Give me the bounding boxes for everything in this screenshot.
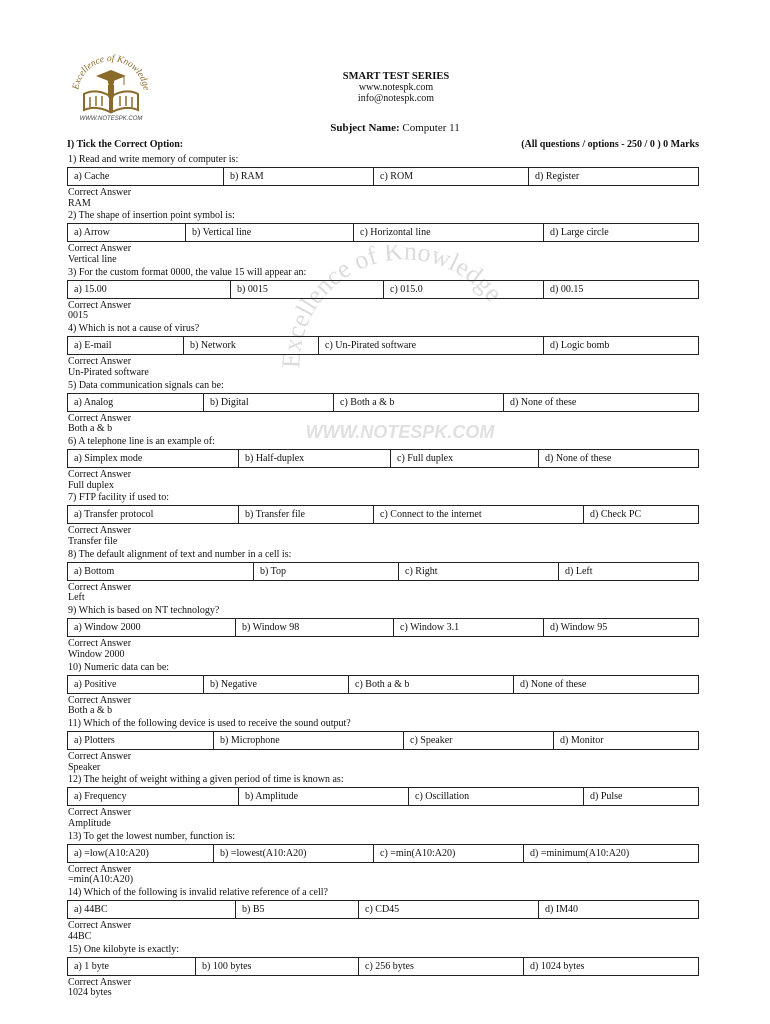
logo-url: WWW.NOTESPK.COM (79, 116, 143, 122)
option-c[interactable]: c) Window 3.1 (393, 619, 543, 636)
question-text: 10) Numeric data can be: (68, 661, 170, 673)
option-c[interactable]: c) Both a & b (333, 394, 503, 411)
option-d[interactable]: d) 1024 bytes (523, 958, 698, 975)
option-c[interactable]: c) 015.0 (383, 281, 543, 298)
option-c[interactable]: c) Oscillation (408, 788, 583, 805)
correct-answer (68, 188, 131, 209)
option-d[interactable]: d) None of these (538, 450, 698, 467)
correct-answer-label: Correct Answer (68, 525, 132, 537)
correct-answer-label: Correct Answer (68, 863, 132, 875)
options-row (67, 787, 699, 806)
question-text: 8) The default alignment of text and number in a cell is: (68, 548, 292, 560)
options-row (67, 731, 699, 750)
correct-answer-value: Un-Pirated software (68, 366, 149, 378)
option-d[interactable]: d) Left (558, 563, 698, 580)
correct-answer-label: Correct Answer (68, 356, 132, 368)
option-b[interactable]: b) Top (253, 563, 398, 580)
option-d[interactable]: d) Pulse (583, 788, 698, 805)
question-text: 2) The shape of insertion point symbol is: (68, 210, 235, 222)
correct-answer-value: Both a & b (68, 423, 113, 435)
option-c[interactable]: c) Full duplex (390, 450, 538, 467)
option-c[interactable]: c) Speaker (403, 732, 553, 749)
option-b[interactable]: b) B5 (235, 901, 358, 918)
option-d[interactable]: d) Monitor (553, 732, 698, 749)
options-row (67, 844, 699, 863)
correct-answer-value: =min(A10:A20) (68, 874, 134, 886)
correct-answer-label: Correct Answer (68, 243, 132, 255)
option-d[interactable]: d) Large circle (543, 224, 698, 241)
question-text: 9) Which is based on NT technology? (68, 605, 220, 617)
question-text: 11) Which of the following device is used to receive the sound output? (68, 718, 351, 729)
correct-answer-label: Correct Answer (68, 920, 132, 932)
correct-answer (68, 865, 133, 886)
option-c[interactable]: c) =min(A10:A20) (373, 845, 523, 862)
option-c[interactable]: c) Right (398, 563, 558, 580)
option-a[interactable]: a) Window 2000 (74, 622, 141, 634)
option-b[interactable]: b) Window 98 (235, 619, 393, 636)
correct-answer-value: Speaker (68, 761, 101, 773)
option-c[interactable]: c) 256 bytes (358, 958, 523, 975)
option-d[interactable]: d) IM40 (538, 901, 698, 918)
option-a[interactable]: a) Simplex mode (74, 453, 143, 464)
options-row (67, 223, 699, 242)
correct-answer-label: Correct Answer (68, 187, 132, 198)
option-c[interactable]: c) Connect to the internet (373, 506, 583, 523)
option-a[interactable]: a) Arrow (74, 227, 110, 239)
options-row (67, 167, 699, 186)
option-c[interactable]: c) CD45 (358, 901, 538, 918)
option-b[interactable]: b) RAM (223, 168, 373, 185)
correct-answer-value: RAM (68, 197, 91, 209)
options-row (67, 562, 699, 581)
option-b[interactable]: b) Network (183, 337, 318, 354)
correct-answer-label: Correct Answer (68, 751, 132, 762)
logo-arc-text: Excellence of Knowledge (71, 53, 151, 92)
options-row (67, 675, 699, 694)
options-row (67, 336, 699, 355)
option-b[interactable]: b) 100 bytes (195, 958, 358, 975)
option-c[interactable]: c) Horizontal line (353, 224, 543, 241)
correct-answer-value: Transfer file (68, 535, 118, 547)
option-b[interactable]: b) 0015 (230, 281, 383, 298)
question-text: 6) A telephone line is an example of: (68, 436, 215, 447)
option-a[interactable]: a) Plotters (74, 735, 115, 746)
option-d[interactable]: d) =minimum(A10:A20) (523, 845, 698, 862)
series-title: SMART TEST SERIES (342, 71, 450, 82)
correct-answer (68, 639, 131, 660)
option-a[interactable]: a) 1 byte (74, 960, 109, 972)
option-a[interactable]: a) =low(A10:A20) (74, 847, 149, 859)
subject-value: Computer 11 (402, 122, 460, 134)
correct-answer (68, 470, 131, 491)
option-b[interactable]: b) Amplitude (238, 788, 408, 805)
option-a[interactable]: a) 44BC (74, 904, 108, 916)
option-d[interactable]: d) 00.15 (543, 281, 698, 298)
question-text: 1) Read and write memory of computer is: (68, 154, 239, 165)
correct-answer (68, 526, 131, 547)
correct-answer (68, 978, 131, 999)
correct-answer-value: 1024 bytes (68, 987, 112, 999)
correct-answer-value: 0015 (68, 310, 88, 322)
question-text: 7) FTP facility if used to: (68, 492, 170, 504)
option-d[interactable]: d) Window 95 (543, 619, 698, 636)
website-text: www.notespk.com (358, 82, 434, 93)
correct-answer-label: Correct Answer (68, 694, 132, 706)
correct-answer-label: Correct Answer (68, 469, 132, 480)
option-c[interactable]: c) Un-Pirated software (318, 337, 543, 354)
subject-label: Subject Name: (330, 122, 400, 134)
correct-answer (68, 583, 131, 604)
email-text: info@notespk.com (357, 93, 435, 104)
options-row (67, 280, 699, 299)
correct-answer-label: Correct Answer (68, 807, 132, 819)
option-d[interactable]: d) None of these (513, 676, 698, 693)
marks-summary: (All questions / options - 250 / 0 ) 0 Marks (521, 139, 699, 150)
option-a[interactable]: a) Transfer protocol (74, 509, 154, 521)
option-d[interactable]: d) Check PC (583, 506, 698, 523)
option-b[interactable]: b) Digital (203, 394, 333, 411)
option-d[interactable]: d) Register (528, 168, 698, 185)
correct-answer-value: Window 2000 (68, 648, 125, 660)
options-row (67, 900, 699, 919)
correct-answer (68, 696, 131, 717)
option-b[interactable]: b) =lowest(A10:A20) (213, 845, 373, 862)
options-row (67, 618, 699, 637)
question-text: 13) To get the lowest number, function is: (68, 830, 236, 842)
option-a[interactable]: a) Bottom (74, 565, 115, 577)
correct-answer-value: Both a & b (68, 705, 113, 717)
question-text: 5) Data communication signals can be: (68, 379, 224, 391)
section-title: I) Tick the Correct Option: (67, 139, 184, 150)
correct-answer-value: Amplitude (68, 817, 111, 829)
correct-answer-value: Vertical line (68, 253, 117, 265)
option-c[interactable]: c) ROM (373, 168, 528, 185)
watermark-url: WWW.NOTESPK.COM (305, 422, 495, 442)
option-a[interactable]: a) Frequency (74, 791, 127, 803)
option-c[interactable]: c) Both a & b (348, 676, 513, 693)
option-a[interactable]: a) Cache (74, 171, 110, 182)
correct-answer-label: Correct Answer (68, 581, 132, 593)
watermark-arc-text: Excellence of Knowledge (276, 245, 509, 369)
correct-answer-value: Left (68, 592, 85, 604)
correct-answer (68, 752, 131, 773)
correct-answer-value: Full duplex (68, 479, 114, 491)
question-text: 3) For the custom format 0000, the value 15 will appear an: (68, 266, 307, 278)
correct-answer-label: Correct Answer (68, 299, 132, 311)
option-a[interactable]: a) Analog (74, 396, 114, 408)
correct-answer-label: Correct Answer (68, 412, 132, 424)
correct-answer (68, 301, 131, 322)
options-row (67, 393, 699, 412)
options-row (67, 449, 699, 468)
correct-answer-label: Correct Answer (68, 976, 132, 988)
correct-answer (68, 357, 149, 378)
options-row (67, 957, 699, 976)
option-b[interactable]: b) Vertical line (185, 224, 353, 241)
option-a[interactable]: a) Positive (74, 678, 117, 690)
option-d[interactable]: d) Logic bomb (543, 337, 698, 354)
option-d[interactable]: d) None of these (503, 394, 698, 411)
correct-answer-value: 44BC (68, 930, 92, 942)
correct-answer-label: Correct Answer (68, 638, 132, 650)
question-text: 4) Which is not a cause of virus? (68, 323, 200, 335)
correct-answer (68, 414, 131, 435)
question-text: 12) The height of weight withing a given period of time is known as: (68, 774, 344, 786)
option-a[interactable]: a) E-mail (74, 340, 112, 352)
question-text: 14) Which of the following is invalid relative reference of a cell? (68, 887, 328, 899)
option-a[interactable]: a) 15.00 (74, 283, 107, 295)
correct-answer (68, 244, 131, 265)
correct-answer (68, 808, 131, 829)
question-text: 15) One kilobyte is exactly: (68, 943, 180, 955)
option-b[interactable]: b) Negative (203, 676, 348, 693)
option-b[interactable]: b) Microphone (213, 732, 403, 749)
option-b[interactable]: b) Transfer file (238, 506, 373, 523)
options-row (67, 505, 699, 524)
correct-answer (68, 921, 131, 942)
option-b[interactable]: b) Half-duplex (238, 450, 390, 467)
